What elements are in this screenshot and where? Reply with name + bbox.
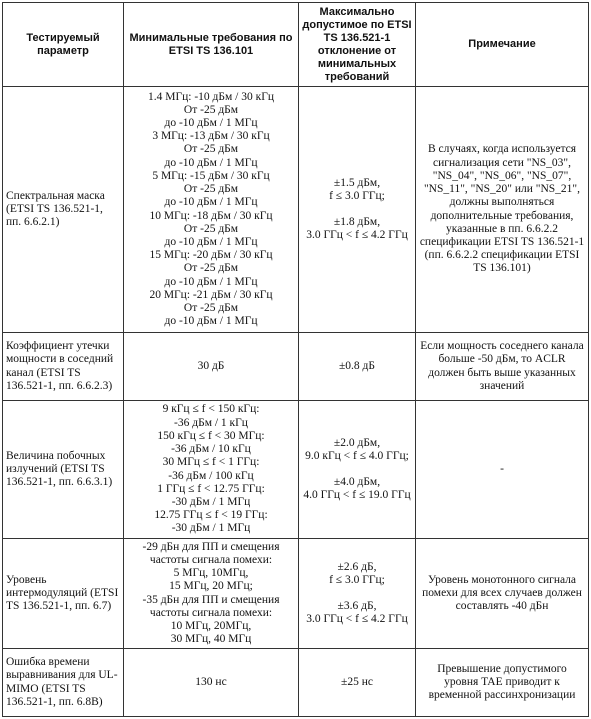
requirement-line: 1 ГГц ≤ f < 12.75 ГГц: [157,482,265,495]
requirement-line: -30 дБм / 1 МГц [171,522,251,535]
requirement-line: -29 дБн для ПП и смещения [142,540,280,553]
parameter-cell: Ошибка времени выравнивания для UL-MIMO (ETSI TS 136.521-1, пп. 6.8В) [3,649,124,717]
line-gap [302,463,412,476]
deviation-cell [299,333,416,401]
requirement-line: до -10 дБм / 1 МГц [164,196,258,209]
requirement-line: до -10 дБм / 1 МГц [164,117,258,130]
requirement-line: 5 МГц, 10МГц, [173,567,249,580]
parameter-cell: Спектральная маска (ETSI TS 136.521-1, пп. 6.6.2.1) [3,87,124,333]
note-cell: - [416,401,589,539]
note-cell: Превышение допустимого уровня TAE приводит к временной рассинхронизации [416,649,589,717]
deviation-line: 3.0 ГГц < f ≤ 4.2 ГГц [306,229,408,242]
table-row [3,401,589,539]
requirement-line: 10 МГц, 20МГц, [170,619,252,632]
requirement-line: 30 дБ [197,359,225,372]
line-gap [302,203,412,216]
requirement-line: -35 дБн для ПП и смещения [142,593,280,606]
requirement-line: 20 МГц: -21 дБм / 30 кГц [149,288,273,301]
deviation-line: f ≤ 3.0 ГГц; [329,189,385,202]
table-row [3,539,589,649]
deviation-line: 3.0 ГГц < f ≤ 4.2 ГГц [306,613,408,626]
requirement-line: -36 дБм / 100 кГц [168,469,254,482]
deviation-line: ±2.6 дБ, [337,560,377,573]
requirement-line: От -25 дБм [183,262,239,275]
requirement-line: 30 МГц, 40 МГц [170,633,252,646]
requirement-line: От -25 дБм [183,301,239,314]
requirement-line: От -25 дБм [183,103,239,116]
requirement-line: до -10 дБм / 1 МГц [164,235,258,248]
requirement-line: 12.75 ГГц ≤ f < 19 ГГц: [154,509,268,522]
header-parameter: Тестируемый параметр [3,3,124,87]
requirement-line: до -10 дБм / 1 МГц [164,156,258,169]
line-gap [302,587,412,600]
requirement-line: От -25 дБм [183,222,239,235]
parameter-cell: Коэффициент утечки мощности в соседний канал (ETSI TS 136.521-1, пп. 6.6.2.3) [3,333,124,401]
requirement-line: -36 дБм / 10 кГц [171,443,251,456]
deviation-line: ±1.5 дБм, [333,176,381,189]
requirement-line: 1.4 МГц: -10 дБм / 30 кГц [148,90,274,103]
deviation-line: f ≤ 3.0 ГГц; [329,573,385,586]
parameter-cell: Величина побочных излучений (ETSI TS 136.521-1, пп. 6.6.3.1) [3,401,124,539]
requirement-line: 15 МГц, 20 МГц; [169,580,253,593]
requirement-line: От -25 дБм [183,143,239,156]
requirement-line: до -10 дБм / 1 МГц [164,315,258,328]
header-max-deviation: Максимально допустимое по ETSI TS 136.521-1 отклонение от минимальных требований [299,3,416,87]
parameter-cell: Уровень интермодуляций (ETSI TS 136.521-1, пп. 6.7) [3,539,124,649]
requirement-line: частоты сигнала помехи: [149,553,273,566]
specification-table [2,2,589,717]
note-cell: Уровень монотонного сигнала помехи для всех случаев должен составлять -40 дБн [416,539,589,649]
min-requirements-cell [124,87,299,333]
requirement-line: -36 дБм / 1 кГц [174,416,248,429]
note-cell: В случаях, когда используется сигнализация сети "NS_03", "NS_04", "NS_06", "NS_07", "NS_11", "NS_20" или "NS_21", должны выполняться дополнительные требования, указанные в пп. 6.6.2.2 спецификации ETSI TS 136.521-1 (пп. 6.6.2.2 спецификации ETSI TS 136.101) [416,87,589,333]
requirement-line: 30 МГц ≤ f < 1 ГГц: [162,456,260,469]
requirement-line: 10 МГц: -18 дБм / 30 кГц [149,209,273,222]
deviation-line: ±1.8 дБм, [333,216,381,228]
requirement-line: 3 МГц: -13 дБм / 30 кГц [152,130,270,143]
deviation-line: ±4.0 дБм, [333,476,381,488]
deviation-line: 4.0 ГГц < f ≤ 19.0 ГГц [303,489,411,502]
deviation-cell [299,539,416,649]
requirement-line: 9 кГц ≤ f < 150 кГц: [162,403,260,416]
requirement-line: 5 МГц: -15 дБм / 30 кГц [152,169,270,182]
min-requirements-cell [124,333,299,401]
requirement-line: От -25 дБм [183,183,239,196]
deviation-line: 9.0 кГц < f ≤ 4.0 ГГц; [305,449,409,462]
requirement-line: 130 нс [195,675,227,688]
deviation-line: ±3.6 дБ, [337,600,377,612]
deviation-cell [299,649,416,717]
requirement-line: -30 дБм / 1 МГц [171,495,251,508]
min-requirements-cell [124,649,299,717]
min-requirements-cell [124,401,299,539]
min-requirements-cell [124,539,299,649]
table-row [3,333,589,401]
table-row [3,87,589,333]
deviation-line: ±0.8 дБ [338,359,376,372]
requirement-line: 150 кГц ≤ f < 30 МГц: [157,429,265,442]
requirement-line: 15 МГц: -20 дБм / 30 кГц [149,249,273,262]
deviation-cell [299,87,416,333]
requirement-line: частоты сигнала помехи: [149,606,273,619]
deviation-line: ±25 нс [341,675,373,688]
header-min-requirements: Минимальные требования по ETSI TS 136.101 [124,3,299,87]
deviation-cell [299,401,416,539]
note-cell: Если мощность соседнего канала больше -50 дБм, то ACLR должен быть выше указанных значений [416,333,589,401]
header-row [3,3,589,87]
header-note: Примечание [416,3,589,87]
requirement-line: до -10 дБм / 1 МГц [164,275,258,288]
deviation-line: ±2.0 дБм, [333,436,381,449]
table-row [3,649,589,717]
